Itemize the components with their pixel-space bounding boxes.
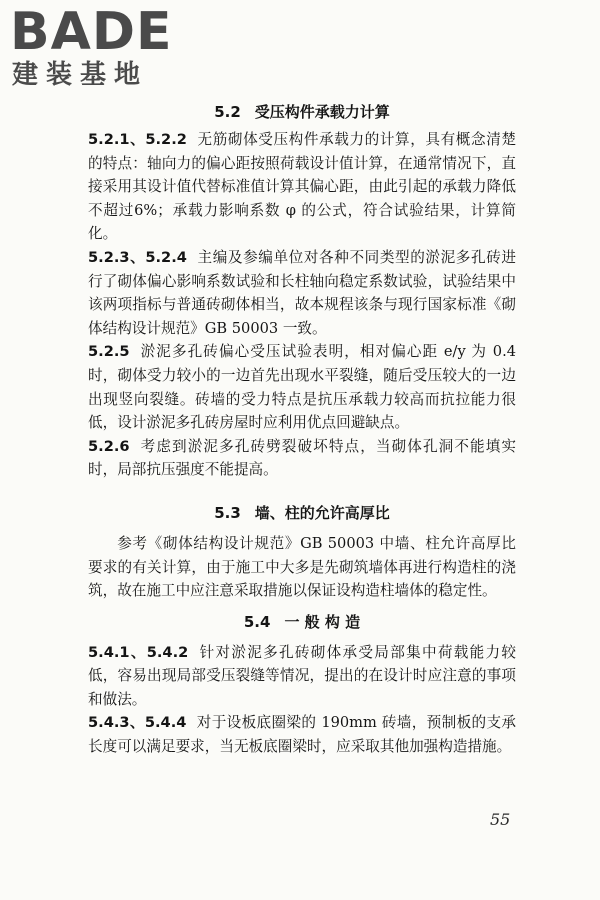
- section-number: 5.3: [214, 503, 241, 522]
- clause-number: 5.2.6: [88, 437, 130, 455]
- section-heading-5-4: [88, 605, 516, 639]
- section-title: 一 般 构 造: [284, 612, 361, 631]
- clause-number: 5.2.1、5.2.2: [88, 131, 187, 148]
- bade-logo: [10, 2, 210, 92]
- section-heading-5-3: [88, 496, 516, 530]
- section-number: 5.2: [214, 103, 241, 121]
- clause-paragraph-5-4-1: [88, 641, 516, 712]
- clause-paragraph-5-4-3: [88, 711, 516, 758]
- logo-subtitle: 建装基地: [12, 60, 149, 90]
- clause-paragraph-5-2-1: [88, 128, 516, 246]
- section-title: 墙、柱的允许高厚比: [254, 503, 390, 522]
- document-body: [88, 100, 516, 759]
- section-number: 5.4: [243, 612, 271, 631]
- clause-paragraph-5-2-6: [88, 435, 516, 482]
- section-heading-5-2: [88, 100, 516, 128]
- section-title: 受压构件承载力计算: [254, 103, 390, 121]
- clause-paragraph-5-2-5: [88, 340, 516, 434]
- clause-text: 主编及参编单位对各种不同类型的淤泥多孔砖进行了砌体偏心影响系数试验和长柱轴向稳定系数试验，试验结果中该两项指标与普通砖砌体相当，故本规程该条与现行国家标准《砌体结构设计规范》GB 50003 一致。: [88, 248, 516, 337]
- paragraph-text: 参考《砌体结构设计规范》GB 50003 中墙、柱允许高厚比要求的有关计算，由于施工中大多是先砌筑墙体再进行构造柱的浇筑，故在施工中应注意采取措施以保证设构造柱墙体的稳定性。: [88, 534, 516, 600]
- clause-number: 5.2.5: [88, 343, 130, 361]
- section-paragraph-5-3: [88, 532, 516, 603]
- clause-text: 考虑到淤泥多孔砖劈裂破坏特点，当砌体孔洞不能填实时，局部抗压强度不能提高。: [88, 437, 516, 479]
- page-number: 55: [490, 810, 511, 829]
- clause-number: 5.4.1、5.4.2: [88, 643, 189, 661]
- clause-number: 5.4.3、5.4.4: [88, 714, 187, 732]
- clause-text: 无筋砌体受压构件承载力的计算，具有概念清楚的特点：轴向力的偏心距按照荷载设计值计算，在通常情况下，直接采用其设计值代替标准值计算其偏心距，由此引起的承载力降低不超过6%；承载力影响系数 φ 的公式，符合试验结果，计算简化。: [88, 131, 516, 243]
- clause-text: 对于设板底圈梁的 190mm 砖墙，预制板的支承长度可以满足要求，当无板底圈梁时，应采取其他加强构造措施。: [88, 714, 516, 756]
- clause-paragraph-5-2-3: [88, 246, 516, 340]
- clause-text: 淤泥多孔砖偏心受压试验表明，相对偏心距 e/y 为 0.4 时，砌体受力较小的一边首先出现水平裂缝，随后受压较大的一边出现竖向裂缝。砖墙的受力特点是抗压承载力较高而抗拉能力很低，设计淤泥多孔砖房屋时应利用优点回避缺点。: [88, 343, 516, 432]
- clause-number: 5.2.3、5.2.4: [88, 248, 187, 266]
- logo-wordmark: BADE: [10, 2, 173, 62]
- clause-text: 针对淤泥多孔砖砌体承受局部集中荷载能力较低，容易出现局部受压裂缝等情况，提出的在设计时应注意的事项和做法。: [88, 643, 516, 708]
